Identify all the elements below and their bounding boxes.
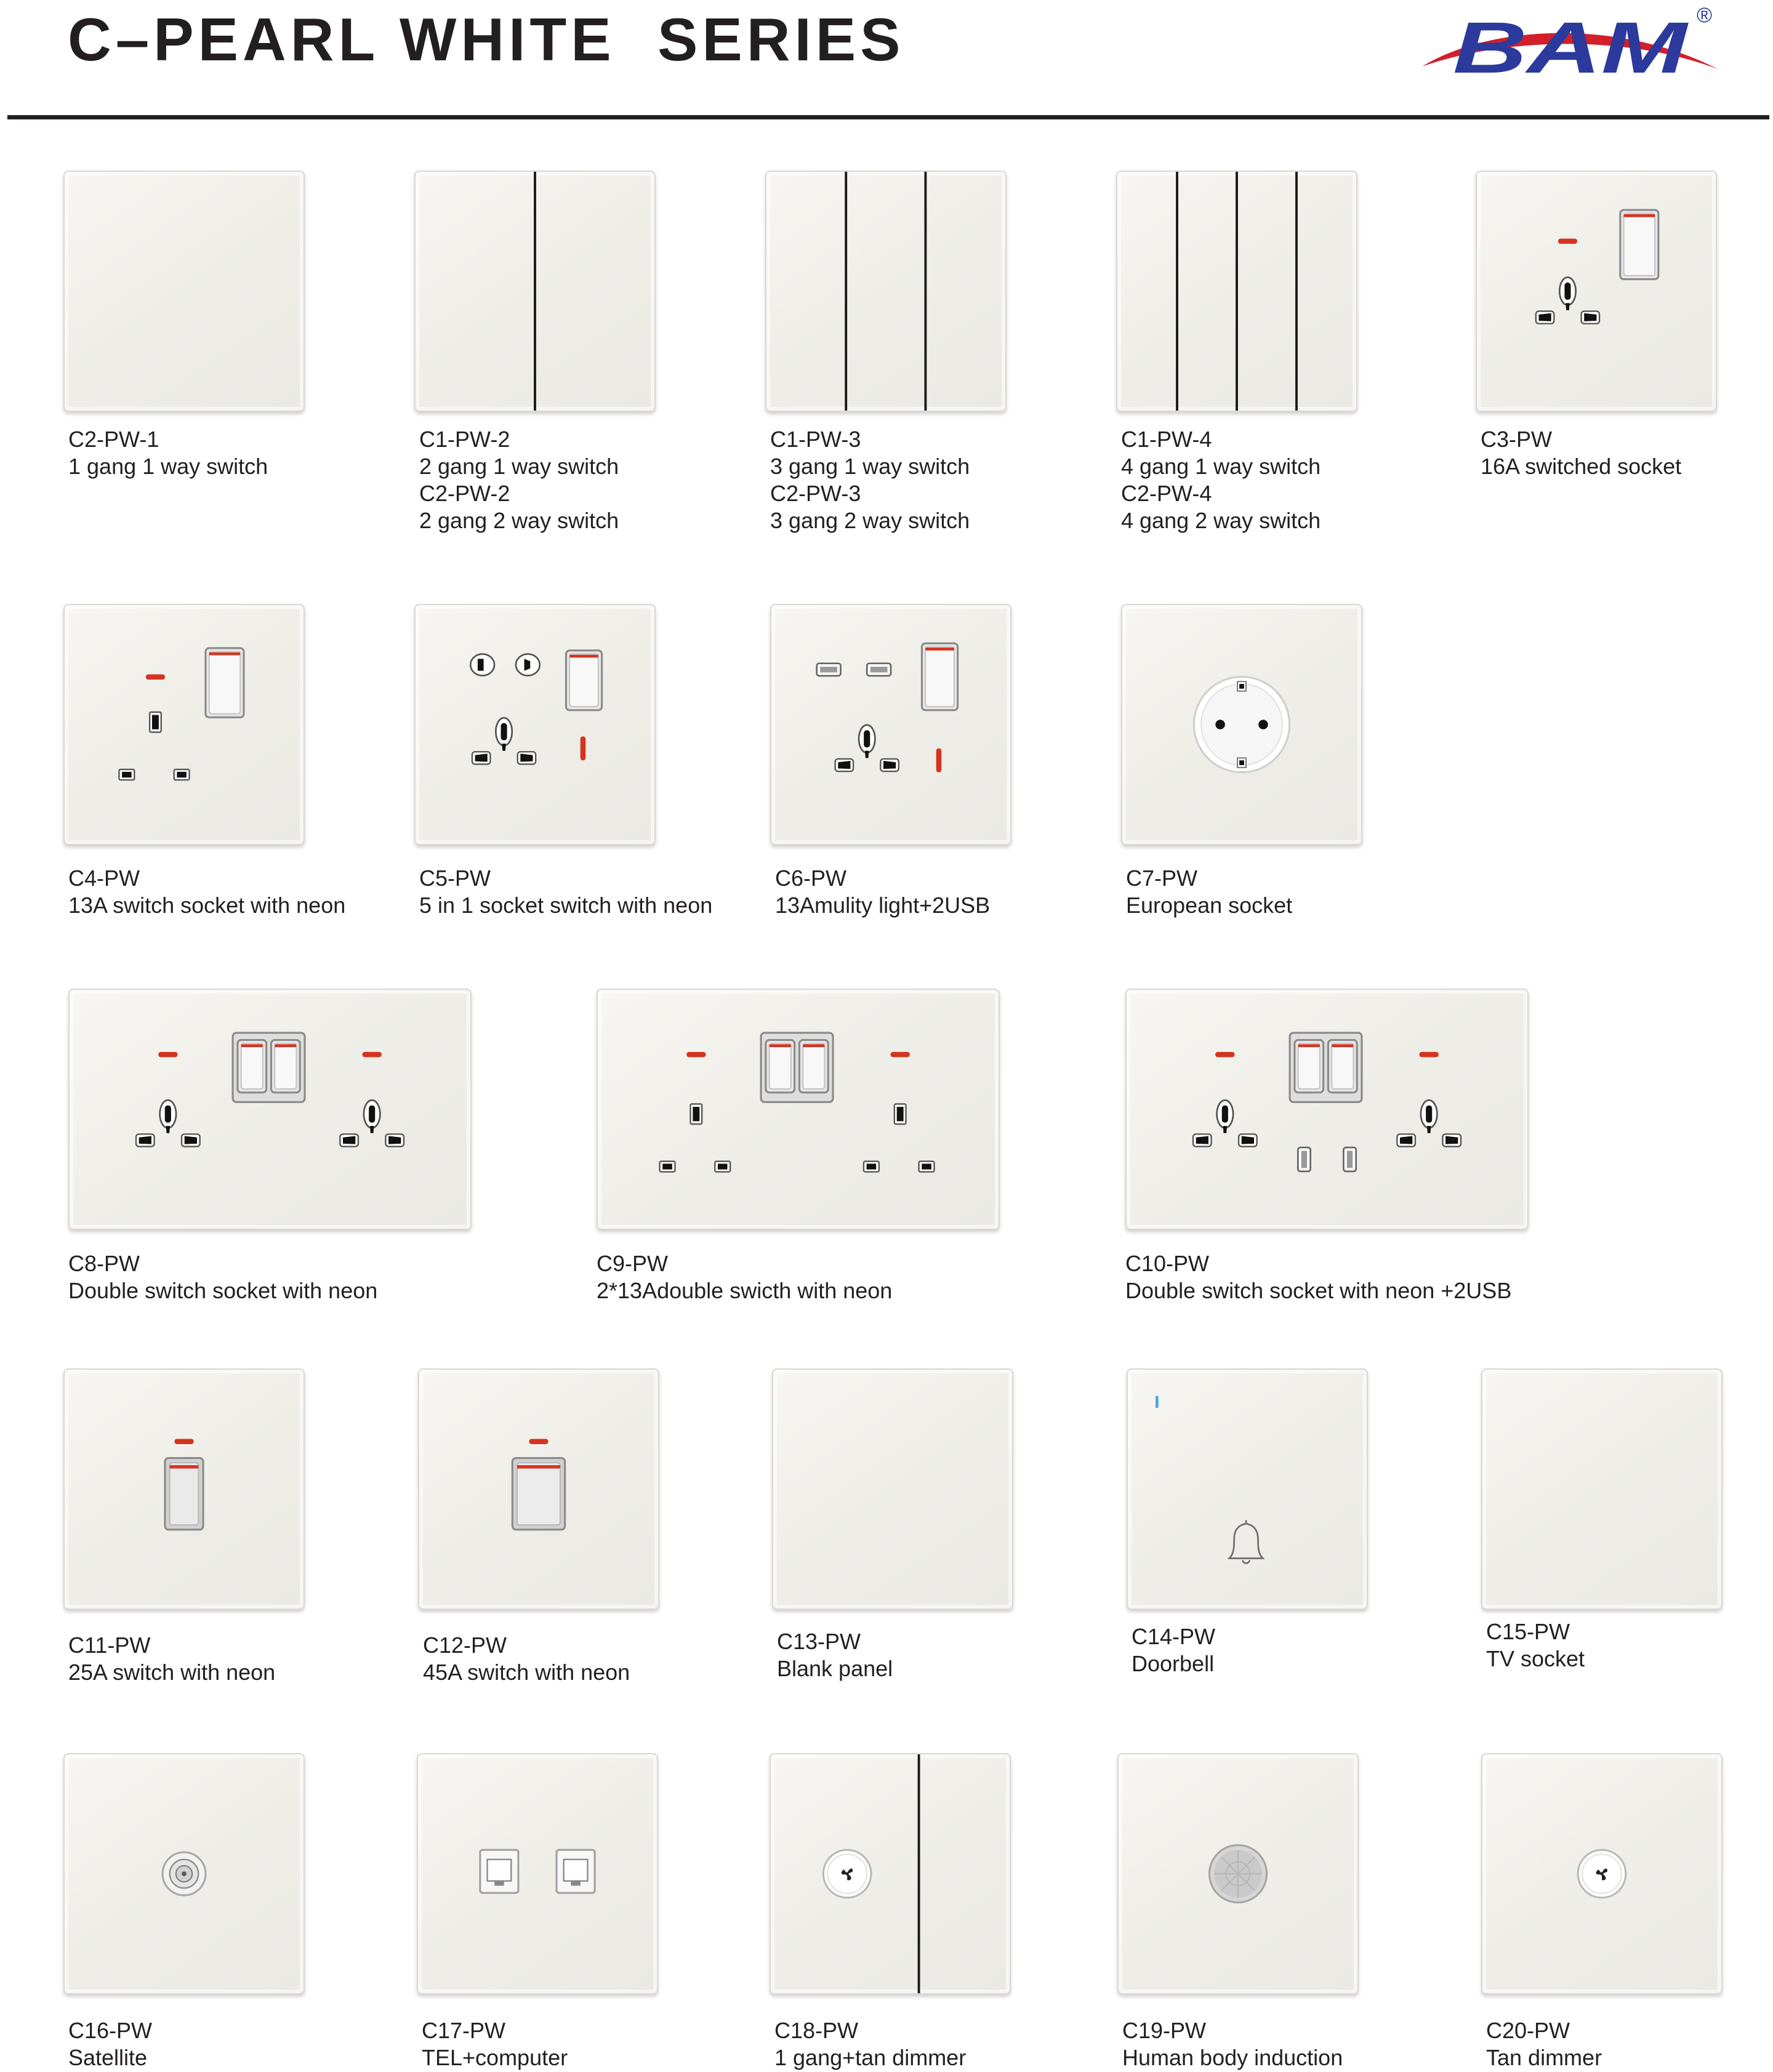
double-universal-socket-icon [70,990,470,1229]
product-panel [63,1753,305,1994]
product-caption [419,865,712,919]
product-panel [1481,1753,1723,1994]
product-code: C3-PW [1481,427,1552,452]
product-code: C14-PW [1132,1624,1216,1649]
product-description: 25A switch with neon [68,1660,276,1685]
five-in-one-socket-icon [416,605,654,844]
product-code: C7-PW [1126,865,1197,891]
product-description: Satellite [68,2045,148,2070]
product-code: C2-PW-2 [419,481,510,506]
product-caption [1486,2017,1602,2071]
product-description: 1 gang 1 way switch [68,454,268,479]
product-code: C18-PW [774,2018,859,2043]
product-panel [1116,171,1357,412]
product-panel [772,1368,1013,1610]
product-panel [770,604,1011,845]
product-caption [774,2017,966,2071]
motion-sensor-icon [1119,1754,1357,1993]
bell-icon [1128,1370,1367,1608]
product-description: 2 gang 2 way switch [419,508,619,533]
tv-socket-icon [1482,1370,1721,1608]
product-panel [1127,1368,1368,1610]
dp-switch-large-icon [419,1370,658,1608]
product-description: 4 gang 1 way switch [1121,454,1321,479]
product-description: 2*13Adouble swicth with neon [597,1278,893,1303]
product-code: C1-PW-4 [1121,427,1212,452]
product-description: 4 gang 2 way switch [1121,508,1321,533]
product-caption [597,1250,892,1304]
product-description: 5 in 1 socket switch with neon [419,893,713,918]
product-panel [597,989,1000,1230]
product-description: Double switch socket with neon [68,1278,378,1303]
switch-4-gang-icon [1117,172,1356,411]
product-panel [417,1753,658,1994]
product-code: C20-PW [1486,2018,1570,2043]
double-socket-usb-icon [1127,990,1527,1229]
product-panel [1121,604,1362,845]
product-caption [1126,865,1292,919]
product-caption [422,2017,568,2071]
dp-switch-icon [65,1370,304,1608]
product-panel [1125,989,1529,1230]
product-code: C15-PW [1486,1619,1570,1644]
product-panel [418,1368,659,1610]
product-caption [770,426,970,534]
product-caption [1481,426,1681,480]
product-caption [68,1632,275,1686]
schuko-socket-icon [1122,605,1361,844]
product-code: C11-PW [68,1632,151,1658]
product-description: 3 gang 2 way switch [770,508,970,533]
switch-2-gang-icon [416,172,654,411]
satellite-socket-icon [65,1754,304,1993]
usb-socket-icon [771,605,1010,844]
product-panel [63,604,305,845]
product-description: 13A switch socket with neon [68,893,346,918]
product-panel [1481,1368,1723,1610]
product-code: C16-PW [68,2018,153,2043]
fan-dimmer-icon [1482,1754,1721,1993]
product-description: Doorbell [1132,1651,1215,1676]
product-description: Blank panel [777,1656,893,1681]
product-caption [1121,426,1321,534]
product-code: C10-PW [1125,1251,1210,1276]
product-panel [63,1368,305,1610]
registered-mark: ® [1697,4,1713,27]
product-description: Tan dimmer [1486,2045,1602,2070]
product-code: C2-PW-1 [68,427,159,452]
product-code: C1-PW-2 [419,427,510,452]
product-panel [1476,171,1717,412]
product-caption [68,1250,377,1304]
product-description: Double switch socket with neon +2USB [1125,1278,1512,1303]
product-caption [775,865,990,919]
product-caption [777,1628,893,1682]
product-description: 45A switch with neon [423,1660,630,1685]
product-description: European socket [1126,893,1293,918]
brand-logo [1416,0,1724,86]
product-code: C1-PW-3 [770,427,861,452]
header-divider [7,115,1769,119]
product-description: TEL+computer [422,2045,568,2070]
double-uk-socket-icon [598,990,999,1229]
product-description: 2 gang 1 way switch [419,454,619,479]
product-caption [1122,2017,1343,2071]
product-code: C8-PW [68,1251,140,1276]
switch-fan-dimmer-icon [771,1754,1010,1993]
product-panel [770,1753,1011,1994]
product-caption [419,426,619,534]
product-code: C9-PW [597,1251,668,1276]
product-code: C12-PW [423,1632,507,1658]
product-panel [63,171,305,412]
product-caption [68,2017,152,2071]
product-description: 16A switched socket [1481,454,1682,479]
product-panel [68,989,472,1230]
switch-1-gang-icon [65,172,304,411]
product-panel [414,604,656,845]
product-code: C4-PW [68,865,140,891]
product-panel [414,171,656,412]
product-code: C19-PW [1122,2018,1207,2043]
product-description: Human body induction [1122,2045,1343,2070]
product-caption [1125,1250,1511,1304]
product-description: 3 gang 1 way switch [770,454,970,479]
product-panel [765,171,1007,412]
product-description: TV socket [1486,1646,1585,1671]
blank-panel-icon [773,1370,1012,1608]
product-caption [68,426,268,480]
product-code: C5-PW [419,865,491,891]
product-caption [68,865,345,919]
uk-socket-icon [65,605,304,844]
product-caption [423,1632,630,1686]
page-title: C–PEARL WHITE SERIES [68,6,905,73]
product-description: 1 gang+tan dimmer [774,2045,967,2070]
product-code: C2-PW-4 [1121,481,1212,506]
product-description: 13Amulity light+2USB [775,893,991,918]
product-code: C17-PW [422,2018,506,2043]
switch-3-gang-icon [766,172,1005,411]
universal-socket-icon [1477,172,1716,411]
logo-text: BAM [1453,7,1689,86]
product-code: C2-PW-3 [770,481,861,506]
rj-socket-icon [418,1754,657,1993]
product-caption [1132,1623,1215,1677]
product-panel [1117,1753,1359,1994]
product-code: C13-PW [777,1629,861,1654]
product-caption [1486,1618,1585,1672]
product-code: C6-PW [775,865,846,891]
